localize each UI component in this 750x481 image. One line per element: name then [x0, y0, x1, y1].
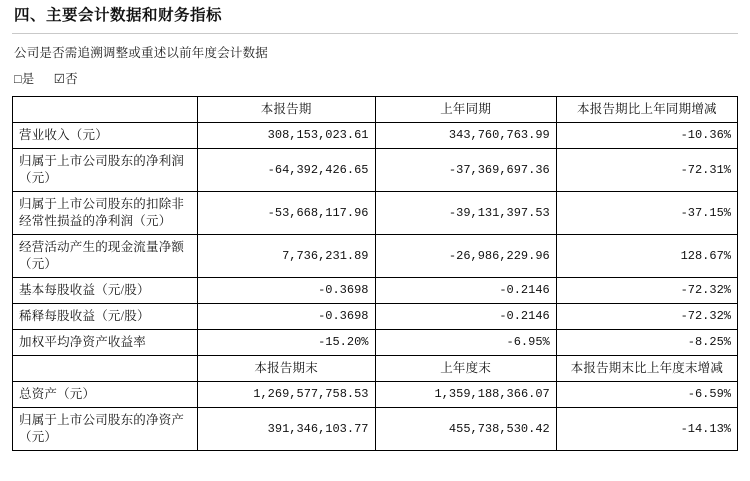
row-label-basic-eps: 基本每股收益（元/股）	[13, 278, 198, 304]
row-current-basic-eps: -0.3698	[197, 278, 375, 304]
header-current-endperiod: 本报告期末	[197, 356, 375, 382]
row-previous-diluted-eps: -0.2146	[375, 304, 556, 330]
row-previous-revenue: 343,760,763.99	[375, 123, 556, 149]
row-current-revenue: 308,153,023.61	[197, 123, 375, 149]
retrospective-adjustment-note: 公司是否需追溯调整或重述以前年度会计数据	[14, 46, 269, 60]
choice-yes[interactable]: □是	[14, 72, 35, 86]
row-label-deducted-net-profit: 归属于上市公司股东的扣除非经常性损益的净利润（元）	[13, 192, 198, 235]
header-blank-endperiod	[13, 356, 198, 382]
row-previous-net-assets: 455,738,530.42	[375, 408, 556, 451]
page-title: 四、主要会计数据和财务指标	[14, 7, 223, 24]
row-label-total-assets: 总资产（元）	[13, 382, 198, 408]
choice-no[interactable]: ☑否	[53, 72, 78, 86]
table-row	[13, 278, 738, 304]
row-label-net-profit: 归属于上市公司股东的净利润（元）	[13, 149, 198, 192]
row-change-revenue: -10.36%	[556, 123, 737, 149]
header-previous-endperiod: 上年度末	[375, 356, 556, 382]
table-row	[13, 192, 738, 235]
header-current-period: 本报告期	[197, 97, 375, 123]
row-change-weighted-roe: -8.25%	[556, 330, 737, 356]
retrospective-choice-row	[14, 70, 738, 88]
table-row	[13, 235, 738, 278]
row-label-diluted-eps: 稀释每股收益（元/股）	[13, 304, 198, 330]
row-previous-operating-cash-flow: -26,986,229.96	[375, 235, 556, 278]
document-page	[0, 6, 750, 481]
table-row	[13, 149, 738, 192]
row-previous-weighted-roe: -6.95%	[375, 330, 556, 356]
row-label-operating-cash-flow: 经营活动产生的现金流量净额（元）	[13, 235, 198, 278]
title-divider	[12, 33, 738, 34]
row-change-operating-cash-flow: 128.67%	[556, 235, 737, 278]
table-row	[13, 304, 738, 330]
row-current-weighted-roe: -15.20%	[197, 330, 375, 356]
table-row	[13, 123, 738, 149]
header-change-endperiod: 本报告期末比上年度末增减	[556, 356, 737, 382]
table-header-row-period	[13, 97, 738, 123]
table-row	[13, 382, 738, 408]
header-change-period: 本报告期比上年同期增减	[556, 97, 737, 123]
header-previous-period: 上年同期	[375, 97, 556, 123]
row-current-deducted-net-profit: -53,668,117.96	[197, 192, 375, 235]
row-current-operating-cash-flow: 7,736,231.89	[197, 235, 375, 278]
row-previous-net-profit: -37,369,697.36	[375, 149, 556, 192]
row-change-net-profit: -72.31%	[556, 149, 737, 192]
row-change-net-assets: -14.13%	[556, 408, 737, 451]
row-change-deducted-net-profit: -37.15%	[556, 192, 737, 235]
row-previous-total-assets: 1,359,188,366.07	[375, 382, 556, 408]
row-previous-basic-eps: -0.2146	[375, 278, 556, 304]
row-current-net-assets: 391,346,103.77	[197, 408, 375, 451]
row-current-diluted-eps: -0.3698	[197, 304, 375, 330]
row-change-diluted-eps: -72.32%	[556, 304, 737, 330]
row-label-revenue: 营业收入（元）	[13, 123, 198, 149]
table-header-row-endperiod	[13, 356, 738, 382]
row-current-total-assets: 1,269,577,758.53	[197, 382, 375, 408]
row-change-basic-eps: -72.32%	[556, 278, 737, 304]
row-current-net-profit: -64,392,426.65	[197, 149, 375, 192]
row-previous-deducted-net-profit: -39,131,397.53	[375, 192, 556, 235]
financial-indicators-table	[12, 96, 738, 451]
row-label-weighted-roe: 加权平均净资产收益率	[13, 330, 198, 356]
table-row	[13, 330, 738, 356]
row-change-total-assets: -6.59%	[556, 382, 737, 408]
row-label-net-assets: 归属于上市公司股东的净资产（元）	[13, 408, 198, 451]
table-row	[13, 408, 738, 451]
header-blank-period	[13, 97, 198, 123]
